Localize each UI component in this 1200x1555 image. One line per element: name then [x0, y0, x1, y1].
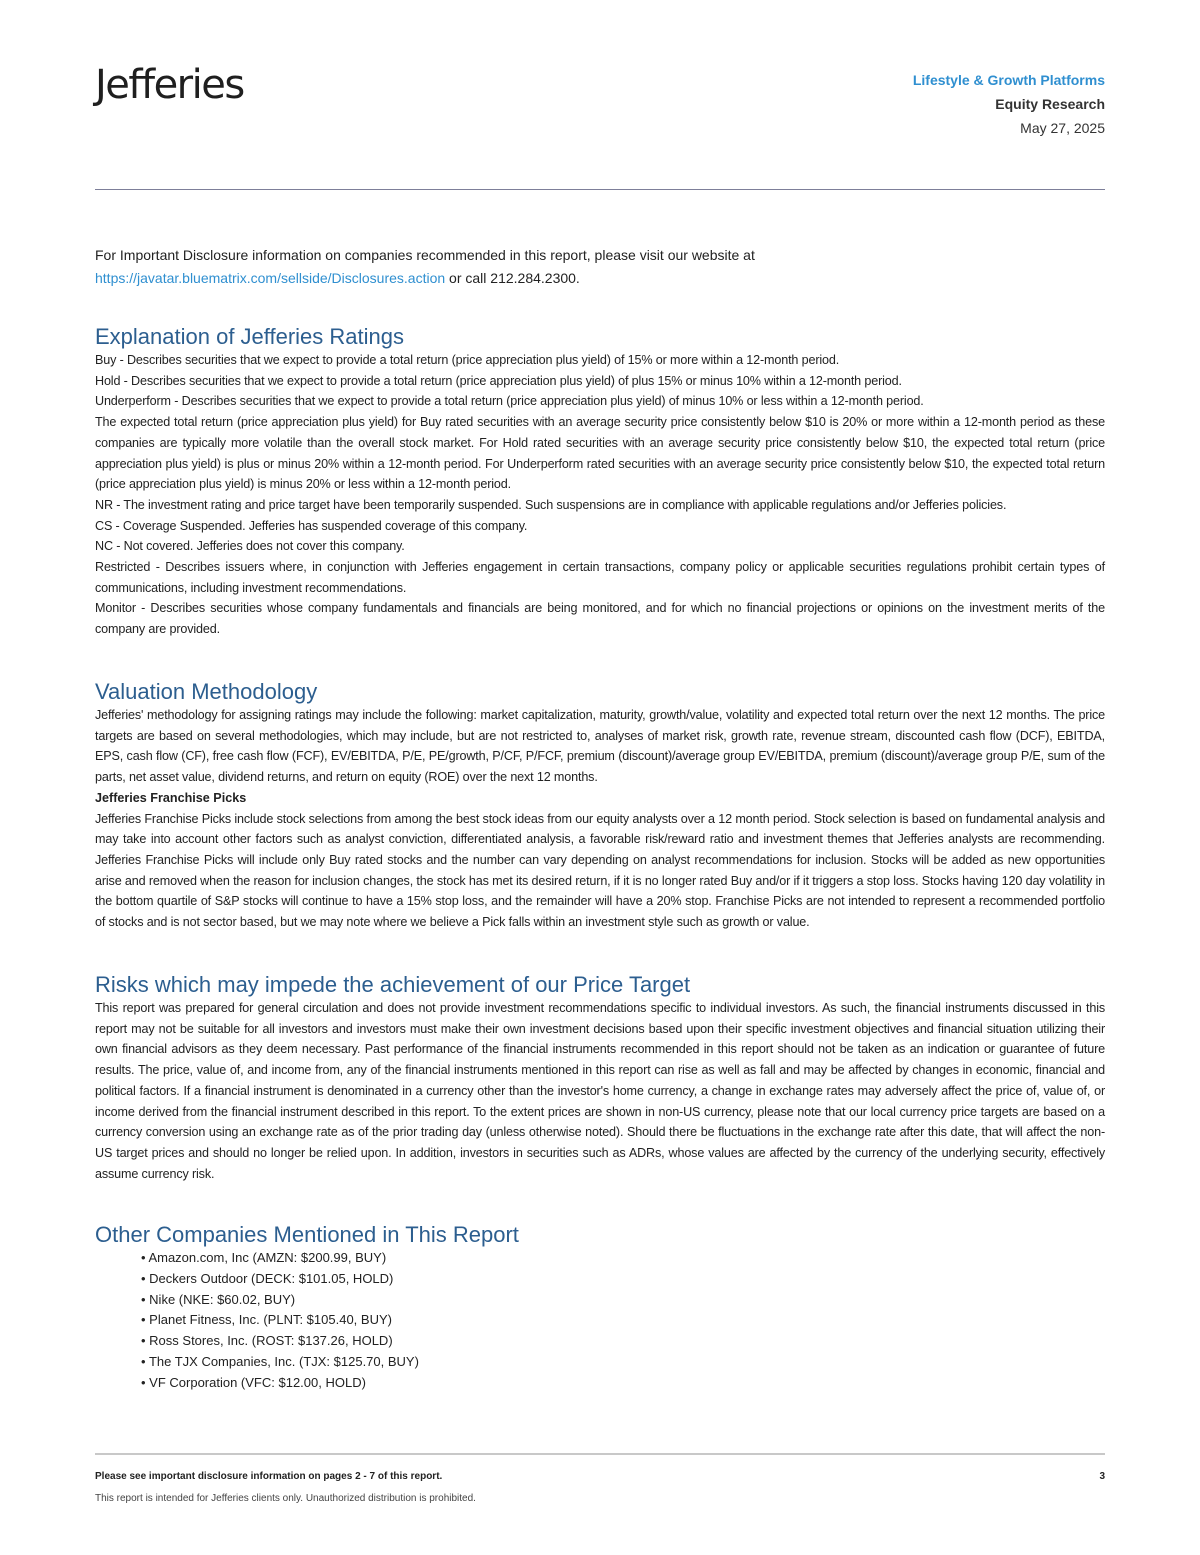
rating-nc: NC - Not covered. Jefferies does not cover this company.: [95, 539, 405, 554]
ratings-section: [95, 324, 1105, 640]
section-heading: Other Companies Mentioned in This Report: [95, 1222, 519, 1247]
rating-nr: NR - The investment rating and price target have been temporarily suspended. Such suspensions are in compliance with applicable regulations and/or Jefferies policies.: [95, 497, 1007, 512]
section-heading: Explanation of Jefferies Ratings: [95, 324, 404, 349]
rating-monitor: Monitor - Describes securities whose company fundamentals and financials are being monitored, and for which no financial projections or opinions on the investment merits of the company are provided.: [95, 601, 1105, 637]
footer-disclosure-note: Please see important disclosure information on pages 2 - 7 of this report.: [95, 1471, 443, 1482]
report-header-info: [913, 68, 1105, 140]
list-item: • Amazon.com, Inc (AMZN: $200.99, BUY): [141, 1248, 1105, 1269]
report-date: May 27, 2025: [1020, 120, 1105, 136]
risks-text: This report was prepared for general circulation and does not provide investment recommendations specific to individual investors. As such, the financial instruments discussed in this report may not be suitable for all investors and investors must make their own investment decisions based upon their specific investment objectives and financial situation utilizing their own financial advisors as they deem necessary. Past performance of the financial instruments recommended in this report should not be taken as an indication or guarantee of future results. The price, value of, and income from, any of the financial instruments mentioned in this report can rise as well as fall and may be affected by changes in economic, financial and political factors. If a financial instrument is denominated in a currency other than the investor's home currency, a change in exchange rates may adversely affect the price of, value of, or income derived from the financial instrument described in this report. To the extent prices are shown in non-US currency, please note that our local currency price targets are based on a currency conversion using an exchange rate as of the prior trading day (unless otherwise noted). Should there be fluctuations in the exchange rate after this date, that will affect the non-US target prices and should no longer be relied upon. In addition, investors in securities such as ADRs, whose values are affected by the currency of the underlying security, effectively assume currency risk.: [95, 1001, 1105, 1181]
valuation-text: Jefferies' methodology for assigning ratings may include the following: market capitalization, maturity, growth/value, volatility and expected total return over the next 12 months. The price targets are based on several methodologies, which may include, but are not restricted to, analyses of market risk, growth rate, revenue stream, discounted cash flow (DCF), EBITDA, EPS, cash flow (CF), free cash flow (FCF), EV/EBITDA, P/E, PE/growth, P/CF, P/FCF, premium (discount)/average group EV/EBITDA, premium (discount)/average group P/E, sum of the parts, net asset value, dividend returns, and return on equity (ROE) over the next 12 months.: [95, 708, 1105, 785]
section-heading: Risks which may impede the achievement of our Price Target: [95, 972, 691, 997]
list-item: • Ross Stores, Inc. (ROST: $137.26, HOLD): [141, 1331, 1105, 1352]
list-item: • The TJX Companies, Inc. (TJX: $125.70, BUY): [141, 1352, 1105, 1373]
disclosures-link[interactable]: https://javatar.bluematrix.com/sellside/Disclosures.action: [95, 270, 446, 286]
franchise-picks-heading: Jefferies Franchise Picks: [95, 790, 247, 805]
page-number: 3: [1099, 1471, 1105, 1482]
rating-cs: CS - Coverage Suspended. Jefferies has suspended coverage of this company.: [95, 518, 528, 533]
intro-text: For Important Disclosure information on companies recommended in this report, please visit our website at: [95, 247, 755, 263]
rating-restricted: Restricted - Describes issuers where, in conjunction with Jefferies engagement in certain transactions, company policy or applicable securities regulations prohibit certain types of communications, including investment recommendations.: [95, 560, 1105, 595]
jefferies-logo: Jefferies: [95, 62, 244, 108]
list-item: • VF Corporation (VFC: $12.00, HOLD): [141, 1373, 1105, 1394]
footer-divider: [95, 1453, 1105, 1455]
header-divider: [95, 189, 1105, 190]
franchise-picks-text: Jefferies Franchise Picks include stock selections from among the best stock ideas from our equity analysts over a 12 month period. Stock selection is based on fundamental analysis and may take into account other factors such as analyst conviction, differentiated analysis, a favorable risk/reward ratio and investment themes that Jefferies analysts are recommending. Jefferies Franchise Picks will include only Buy rated stocks and the number can vary depending on analyst recommendations for inclusion. Stocks will be added as new opportunities arise and removed when the reason for inclusion changes, the stock has met its desired return, if it is no longer rated Buy and/or if it triggers a stop loss. Stocks having 120 day volatility in the bottom quartile of S&P stocks will continue to have a 15% stop loss, and the remainder will have a 20% stop. Franchise Picks are not intended to represent a recommended portfolio of stocks and is not sector based, but we may note where we believe a Pick falls within an investment style such as growth or value.: [95, 811, 1105, 930]
rating-hold: Hold - Describes securities that we expect to provide a total return (price appreciation plus yield) of plus 15% or minus 10% within a 12-month period.: [95, 373, 902, 388]
disclosure-intro: [95, 244, 1105, 290]
valuation-section: [95, 679, 1105, 933]
list-item: • Deckers Outdoor (DECK: $101.05, HOLD): [141, 1269, 1105, 1290]
rating-buy: Buy - Describes securities that we expect to provide a total return (price appreciation plus yield) of 15% or more within a 12-month period.: [95, 353, 840, 367]
report-category: Lifestyle & Growth Platforms: [912, 72, 1105, 88]
rating-low-price-note: The expected total return (price appreciation plus yield) for Buy rated securities with an average security price consistently below $10 is 20% or more within a 12-month period as these companies are typically more volatile than the overall stock market. For Hold rated securities with an average security price consistently below $10, the expected total return (price appreciation plus yield) is plus or minus 20% within a 12-month period. For Underperform rated securities with an average security price consistently below $10, the expected total return (price appreciation plus yield) is minus 20% or less within a 12-month period.: [95, 415, 1105, 492]
report-type: Equity Research: [995, 96, 1105, 112]
list-item: • Nike (NKE: $60.02, BUY): [141, 1290, 1105, 1311]
footer-distribution-note: This report is intended for Jefferies clients only. Unauthorized distribution is prohibited.: [95, 1493, 476, 1504]
list-item: • Planet Fitness, Inc. (PLNT: $105.40, BUY): [141, 1310, 1105, 1331]
risks-section: [95, 972, 1105, 1184]
companies-list: [95, 1248, 1105, 1394]
companies-section: [95, 1222, 1105, 1394]
rating-underperform: Underperform - Describes securities that we expect to provide a total return (price appreciation plus yield) of minus 10% or less within a 12-month period.: [95, 394, 924, 409]
report-page: [95, 0, 1105, 1555]
intro-text-end: or call 212.284.2300.: [445, 270, 580, 286]
section-heading: Valuation Methodology: [95, 679, 318, 704]
